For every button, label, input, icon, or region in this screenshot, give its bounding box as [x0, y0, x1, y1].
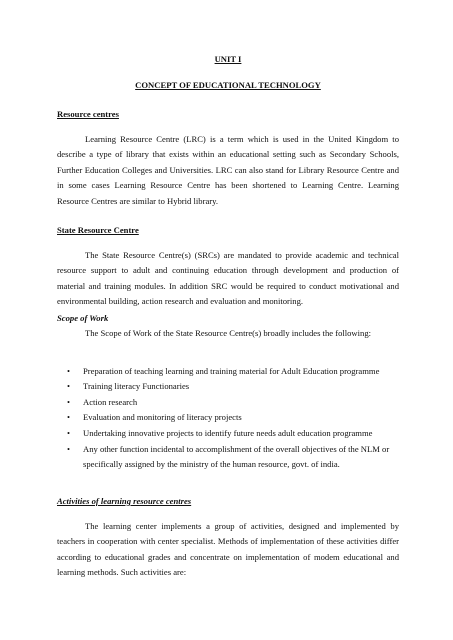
scope-bullet-list [57, 364, 399, 473]
scope-intro: The Scope of Work of the State Resource Centre(s) broadly includes the following: [85, 327, 372, 338]
chapter-title: CONCEPT OF EDUCATIONAL TECHNOLOGY [135, 80, 321, 90]
section-heading-activities: Activities of learning resource centres [57, 495, 192, 506]
list-item: • Any other function incidental to accomplishment of the overall objectives of the NLM or specifically assigned by the ministry of the human resource, govt. of india. [57, 442, 399, 473]
section-heading-resource-centres: Resource centres [57, 108, 119, 119]
list-item: • Evaluation and monitoring of literacy projects [57, 410, 399, 426]
paragraph-activities: The learning center implements a group of activities, designed and implemented by teachers in cooperation with center specialist. Methods of implementation of these activities differ according to educational grades and concentrate on implementation of modem educational and learning methods. Such activities are: [57, 520, 399, 578]
paragraph-state-resource-centre: The State Resource Centre(s) (SRCs) are mandated to provide academic and technical resource support to adult and continuing education through development and production of material and training modules. In addition SRC would be required to conduct motivational and environmental building, action research and evaluation and monitoring. [57, 249, 399, 307]
list-item: • Action research [57, 395, 399, 411]
unit-heading: UNIT I [214, 54, 242, 64]
document-body [57, 52, 399, 581]
section-heading-state-resource-centre: State Resource Centre [57, 224, 139, 235]
paragraph-resource-centres: Learning Resource Centre (LRC) is a term which is used in the United Kingdom to describe a type of library that exists within an educational setting such as Secondary Schools, Further Education Colleges and Universities. LRC can also stand for Library Resource Centre and in some cases Learning Resource Centre has been shortened to Learning Centre. Learning Resource Centres are similar to Hybrid library. [57, 133, 399, 206]
list-item: • Training literacy Functionaries [57, 379, 399, 395]
list-item: • Preparation of teaching learning and training material for Adult Education programme [57, 364, 399, 380]
list-item: • Undertaking innovative projects to identify future needs adult education programme [57, 426, 399, 442]
subheading-scope-of-work: Scope of Work [57, 312, 109, 323]
